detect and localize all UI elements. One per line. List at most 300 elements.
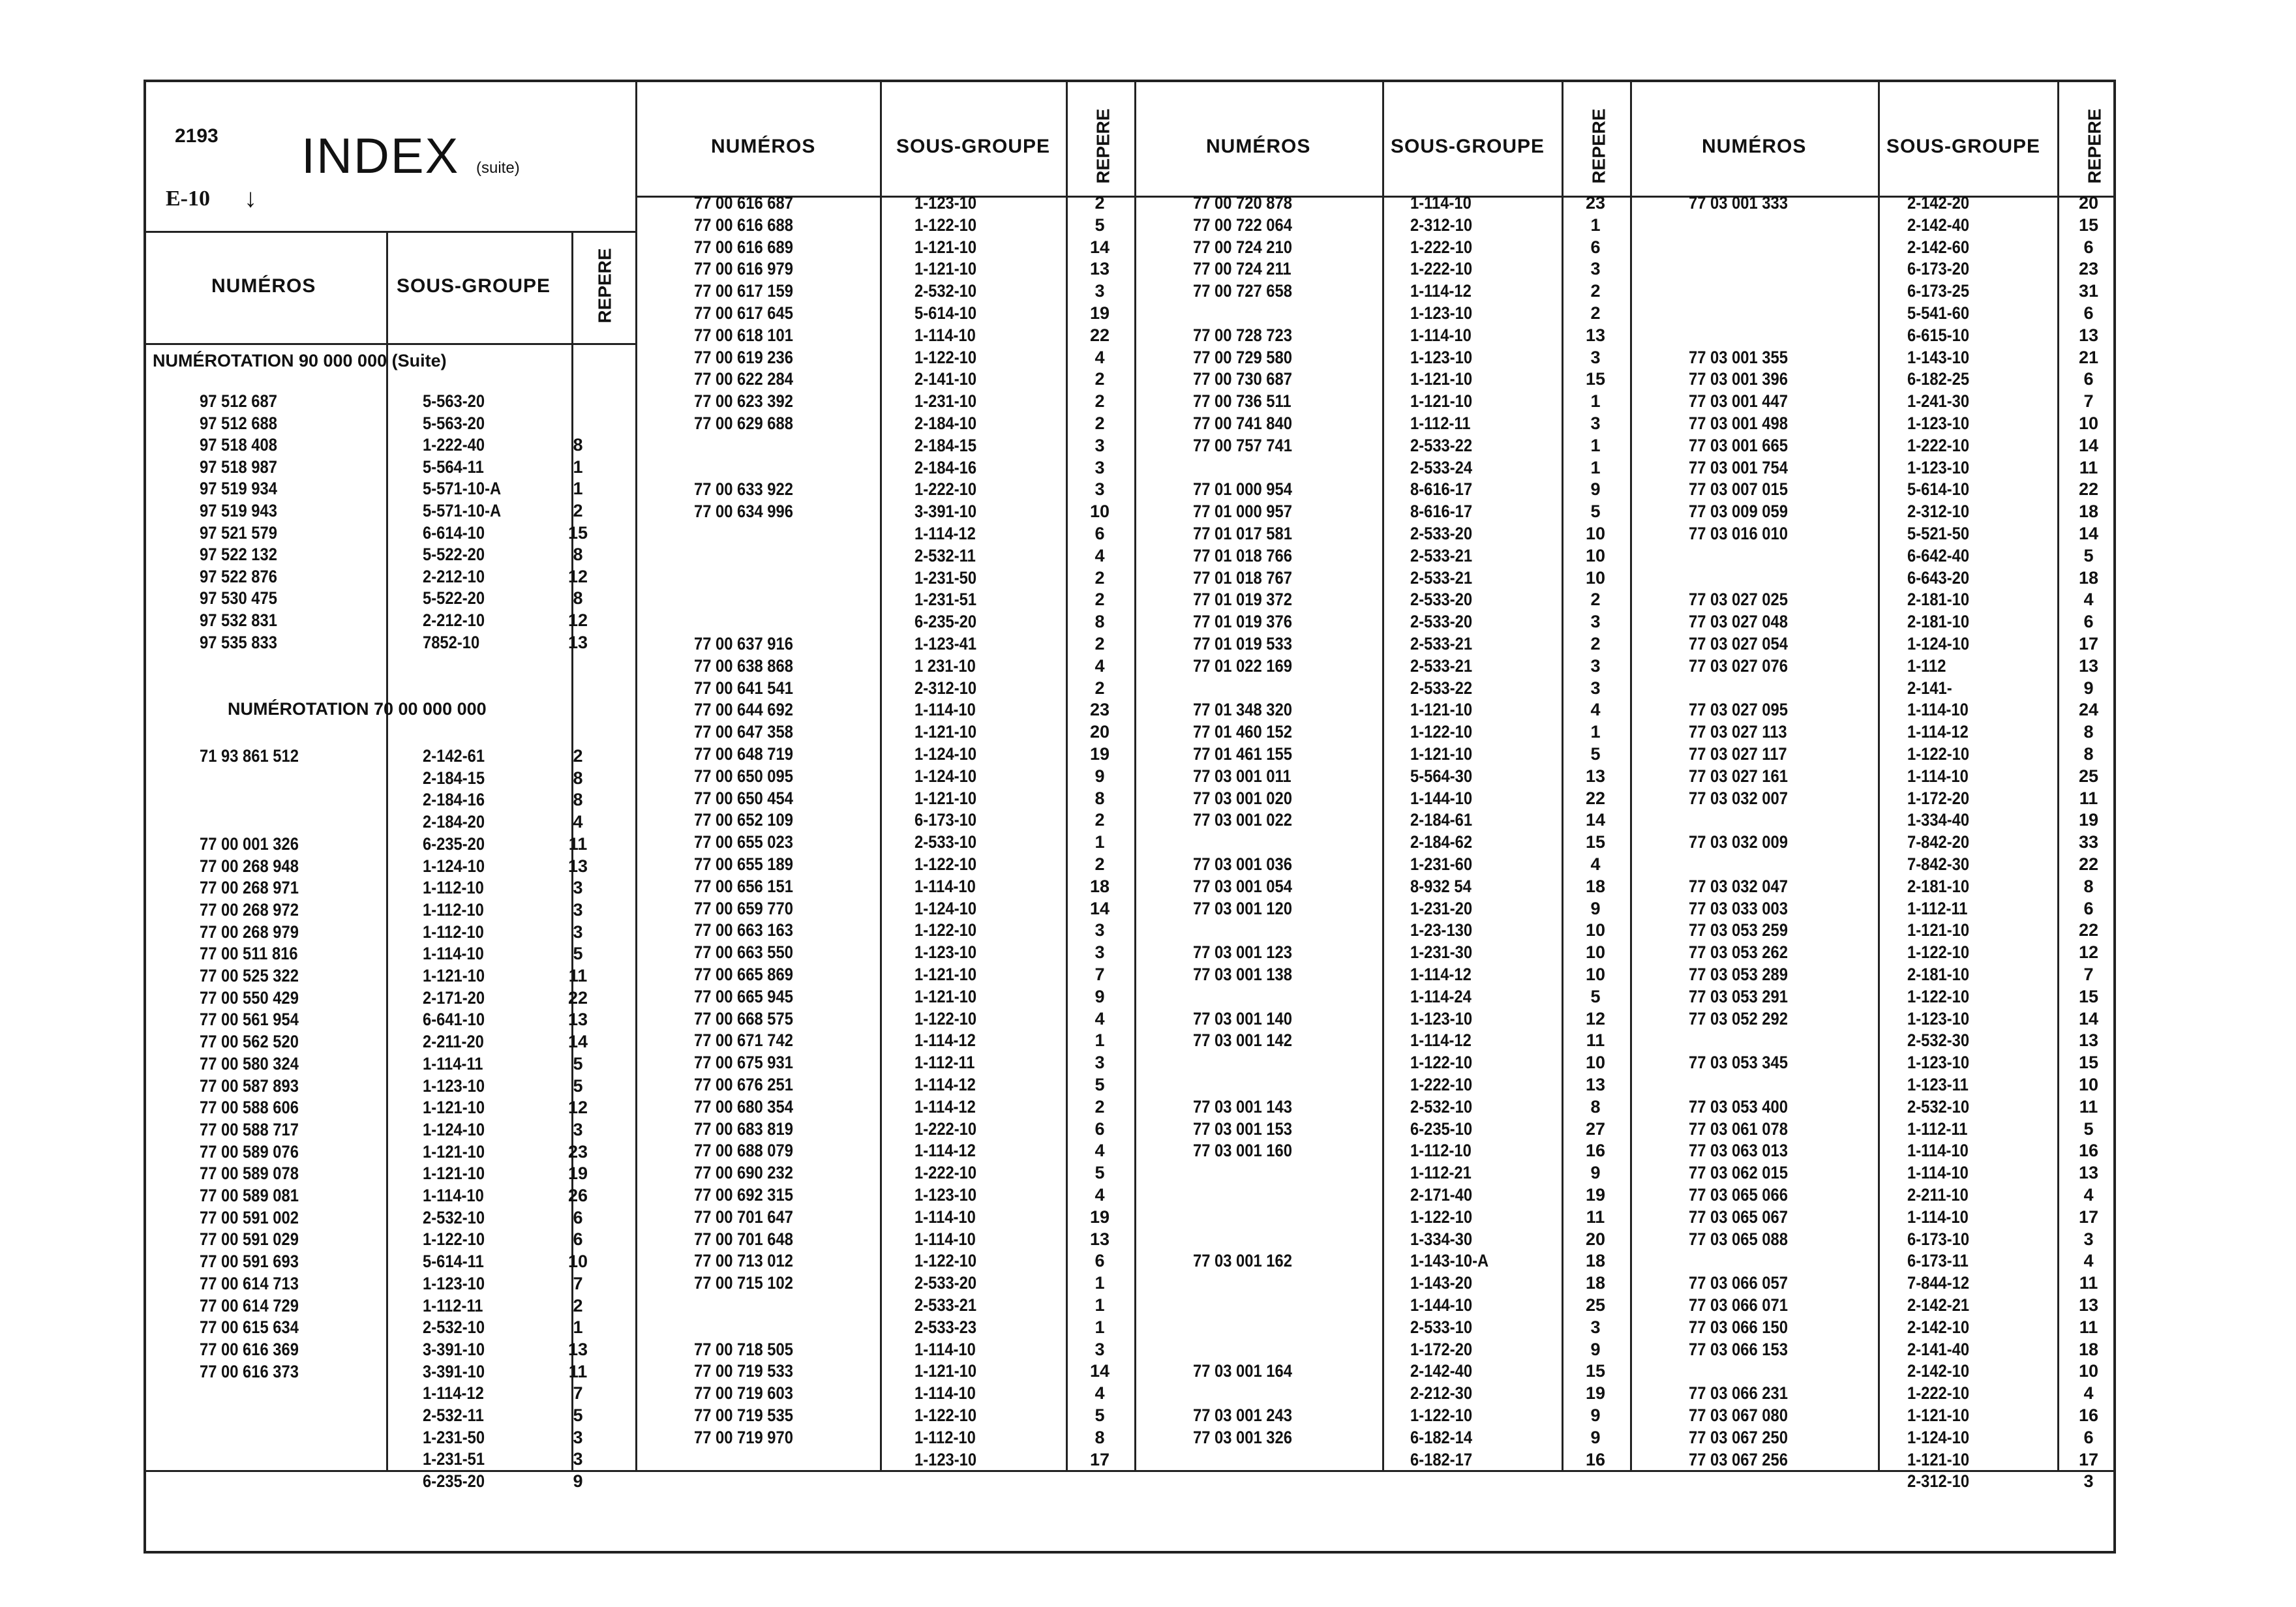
row-numero: 77 00 719 535 [694,1405,793,1425]
row-repere: 10 [1585,920,1606,940]
row-sous-groupe: 2-184-20 [423,812,485,832]
row-repere: 4 [2083,1251,2094,1271]
row-sous-groupe: 2-211-20 [423,1032,484,1052]
row-repere: 22 [1089,325,1110,345]
row-repere: 9 [1590,1163,1601,1183]
row-repere: 11 [2079,1096,2098,1117]
row-sous-groupe: 2-532-11 [914,545,976,565]
row-sous-groupe: 1-172-20 [1907,788,1970,808]
row-repere: 1 [1095,1030,1105,1051]
row-repere: 17 [2078,634,2099,653]
row-sous-groupe: 1-123-10 [914,1449,977,1469]
row-numero: 77 00 614 713 [200,1273,299,1293]
col-divider [1382,82,1384,1470]
row-repere: 12 [567,1098,588,1118]
row-numero: 77 03 001 022 [1193,810,1292,830]
row-repere: 10 [1585,545,1606,565]
row-sous-groupe: 1-122-10 [1410,1405,1473,1425]
row-sous-groupe: 3-391-10 [423,1339,485,1359]
row-sous-groupe: 1-124-10 [423,856,485,876]
row-repere: 22 [2078,920,2099,940]
row-repere: 3 [1095,281,1105,301]
row-numero: 77 00 719 603 [694,1383,793,1404]
row-sous-groupe: 1-122-10 [1410,1053,1473,1073]
row-sous-groupe: 7-842-30 [1907,854,1970,874]
row-numero: 77 03 001 138 [1193,965,1292,984]
row-sous-groupe: 2-533-21 [1410,634,1473,653]
row-numero: 77 01 018 766 [1193,545,1292,565]
row-numero: 77 03 067 080 [1689,1405,1788,1425]
row-sous-groupe: 1-114-10 [914,876,976,896]
row-numero: 77 00 663 550 [694,942,793,963]
row-sous-groupe: 2-141-10 [914,369,977,389]
row-sous-groupe: 1-231-20 [1410,898,1473,918]
row-sous-groupe: 1-123-10 [423,1273,485,1293]
row-repere: 5 [1590,744,1601,764]
row-repere: 6 [573,1207,583,1227]
row-numero: 77 00 637 916 [694,634,793,653]
row-sous-groupe: 1-112-11 [1410,413,1471,433]
row-sous-groupe: 1-123-11 [1907,1075,1969,1094]
row-sous-groupe: 1-121-10 [914,788,977,808]
left-header-rule [146,343,635,345]
row-repere: 9 [1590,1339,1601,1359]
row-sous-groupe: 6-182-17 [1410,1449,1473,1469]
row-sous-groupe: 1-112-10 [914,1427,976,1447]
row-numero: 77 03 001 123 [1193,942,1292,963]
row-numero: 77 00 683 819 [694,1119,793,1139]
row-repere: 21 [2078,347,2099,367]
row-repere: 7 [2083,391,2094,412]
row-numero: 77 00 268 971 [200,878,299,898]
row-sous-groupe: 2-533-22 [1410,678,1473,698]
row-sous-groupe: 2-532-10 [1410,1096,1473,1117]
row-numero: 77 03 052 292 [1689,1008,1788,1029]
row-sous-groupe: 1-122-10 [1907,942,1970,963]
row-numero: 77 00 616 979 [694,259,793,279]
row-sous-groupe: 6-173-25 [1907,281,1970,301]
row-sous-groupe: 1-114-10 [914,700,976,720]
row-numero: 77 03 032 009 [1689,832,1788,852]
row-repere: 8 [2083,876,2094,896]
row-repere: 3 [573,922,583,942]
row-sous-groupe: 2-312-10 [914,678,977,698]
row-repere: 7 [573,1273,583,1293]
row-repere: 18 [1089,876,1110,896]
row-sous-groupe: 2-184-16 [914,457,977,477]
row-repere: 13 [2078,325,2099,345]
row-repere: 17 [2078,1207,2099,1227]
row-numero: 77 01 348 320 [1193,700,1292,720]
row-sous-groupe: 1-114-12 [914,524,976,543]
row-numero: 77 03 032 047 [1689,876,1788,896]
row-numero: 77 03 027 025 [1689,590,1788,610]
row-numero: 77 03 065 088 [1689,1229,1788,1249]
row-sous-groupe: 6-235-20 [423,1471,485,1492]
row-sous-groupe: 1-114-12 [1907,722,1969,742]
row-sous-groupe: 1-114-10 [1907,1163,1969,1183]
row-sous-groupe: 1-231-51 [914,590,977,610]
row-sous-groupe: 1-143-10-A [1410,1251,1489,1271]
row-numero: 77 03 062 015 [1689,1163,1788,1183]
row-repere: 13 [2078,1295,2099,1315]
row-sous-groupe: 1-114-10 [1410,325,1472,345]
row-repere: 6 [1095,1119,1105,1139]
row-sous-groupe: 1-114-10 [1907,700,1969,720]
row-repere: 4 [1095,655,1105,676]
row-sous-groupe: 1-121-10 [423,1164,485,1184]
row-repere: 6 [573,1229,583,1250]
row-repere: 9 [1590,479,1601,500]
row-repere: 5 [573,1075,583,1096]
row-repere: 4 [1095,1008,1105,1029]
row-sous-groupe: 2-142-10 [1907,1361,1970,1381]
row-numero: 77 00 591 002 [200,1207,299,1227]
row-numero: 77 03 061 078 [1689,1119,1788,1139]
row-repere: 12 [2078,942,2099,963]
row-repere: 1 [1590,391,1601,412]
row-sous-groupe: 1-123-10 [1907,457,1970,477]
index-title: INDEX [301,128,460,184]
row-repere: 16 [2078,1405,2099,1425]
t3-header-numeros: NUMÉROS [1206,136,1311,157]
row-numero: 77 00 616 688 [694,215,793,235]
row-repere: 19 [2078,810,2099,830]
row-numero: 77 00 641 541 [694,678,793,698]
row-repere: 9 [2083,678,2094,698]
row-repere: 24 [2078,700,2099,720]
row-repere: 13 [567,856,588,876]
row-numero: 77 00 591 693 [200,1252,299,1272]
row-sous-groupe: 6-615-10 [1907,325,1970,345]
row-repere: 11 [1586,1030,1605,1051]
row-repere: 10 [1585,524,1606,543]
row-numero: 77 03 053 291 [1689,986,1788,1006]
row-sous-groupe: 2-533-23 [914,1317,977,1337]
row-sous-groupe: 1-121-10 [1907,1449,1970,1469]
row-numero: 77 03 001 754 [1689,457,1788,477]
row-sous-groupe: 1-123-10 [1907,1053,1970,1073]
row-repere: 5 [573,1405,583,1425]
row-numero: 77 03 001 164 [1193,1361,1292,1381]
row-repere: 3 [1590,655,1601,676]
row-numero: 97 518 408 [200,435,277,455]
row-numero: 77 03 001 665 [1689,435,1788,455]
row-repere: 26 [567,1186,588,1205]
row-sous-groupe: 6-173-20 [1907,259,1970,279]
row-repere: 3 [1095,920,1105,940]
left-header-rule [146,231,635,233]
row-repere: 7 [1095,965,1105,984]
row-repere: 8 [573,588,583,608]
row-repere: 13 [2078,1163,2099,1183]
row-numero: 77 00 634 996 [694,502,793,522]
row-repere: 13 [1585,766,1606,786]
row-numero: 77 00 268 979 [200,922,299,942]
row-repere: 1 [1095,1317,1105,1337]
row-numero: 77 00 618 101 [694,325,793,345]
row-sous-groupe: 1-112-10 [423,899,484,920]
row-repere: 19 [1585,1185,1606,1205]
row-repere: 2 [573,746,583,766]
row-sous-groupe: 2-171-20 [423,987,485,1008]
row-repere: 9 [1590,1427,1601,1447]
row-repere: 5 [573,1053,583,1074]
row-repere: 3 [573,1119,583,1139]
row-numero: 77 00 588 717 [200,1119,299,1139]
row-sous-groupe: 2-532-10 [423,1317,485,1338]
row-numero: 77 00 724 210 [1193,237,1292,257]
row-numero: 97 519 934 [200,479,277,499]
row-numero: 77 00 614 729 [200,1295,299,1315]
row-sous-groupe: 1-122-10 [1410,1207,1473,1227]
row-repere: 6 [2083,1427,2094,1447]
row-sous-groupe: 1-123-10 [914,942,977,963]
row-repere: 3 [1095,1053,1105,1073]
row-repere: 3 [1590,413,1601,433]
row-repere: 5 [1095,1163,1105,1183]
row-repere: 6 [1590,237,1601,257]
row-repere: 2 [573,501,583,520]
row-numero: 77 03 027 117 [1689,744,1787,764]
row-sous-groupe: 2-141-40 [1907,1339,1970,1359]
row-sous-groupe: 6-641-10 [423,1010,485,1030]
col-divider [1066,82,1068,1470]
row-repere: 8 [573,790,583,810]
row-sous-groupe: 1-231-30 [1410,942,1473,963]
row-repere: 4 [573,812,583,832]
row-numero: 77 03 065 066 [1689,1185,1788,1205]
row-repere: 4 [1590,700,1601,720]
row-repere: 3 [1590,347,1601,367]
row-sous-groupe: 2-141- [1907,678,1952,698]
row-sous-groupe: 1-222-10 [914,479,977,500]
row-sous-groupe: 2-212-10 [423,610,485,630]
row-numero: 77 03 027 161 [1689,766,1788,786]
row-numero: 77 00 719 533 [694,1361,793,1381]
t3-header-sous-groupe: SOUS-GROUPE [1391,136,1545,157]
row-numero: 77 00 729 580 [1193,347,1292,367]
row-repere: 10 [2078,413,2099,433]
row-sous-groupe: 5-571-10-A [423,479,502,499]
row-sous-groupe: 2-533-21 [914,1295,977,1315]
left-header-sous-groupe: SOUS-GROUPE [397,275,551,297]
row-repere: 2 [1095,634,1105,653]
row-sous-groupe: 6-642-40 [1907,545,1970,565]
row-repere: 3 [1590,612,1601,632]
col-divider [1134,82,1136,1470]
row-sous-groupe: 2-184-61 [1410,810,1473,830]
index-title-suffix: (suite) [476,159,520,177]
row-repere: 9 [1095,766,1105,786]
row-repere: 3 [2083,1229,2094,1249]
row-numero: 77 00 656 151 [694,876,793,896]
row-numero: 77 00 511 816 [200,944,298,964]
row-repere: 14 [2078,524,2099,543]
row-sous-groupe: 1-121-10 [1907,920,1970,940]
row-numero: 77 03 067 250 [1689,1427,1788,1447]
row-numero: 77 00 675 931 [694,1053,793,1073]
row-numero: 77 00 665 945 [694,986,793,1006]
row-numero: 77 00 690 232 [694,1163,793,1183]
t4-header-sous-groupe: SOUS-GROUPE [1886,136,2041,157]
row-sous-groupe: 7852-10 [423,632,480,652]
row-repere: 14 [1089,237,1110,257]
row-repere: 11 [2079,1317,2098,1337]
row-repere: 11 [568,834,588,854]
row-repere: 19 [1585,1383,1606,1404]
left-header-numeros: NUMÉROS [211,275,316,297]
row-repere: 5 [1095,1075,1105,1094]
row-sous-groupe: 1-121-10 [914,259,977,279]
row-sous-groupe: 1-124-10 [914,766,977,786]
row-repere: 7 [2083,965,2094,984]
row-numero: 77 00 647 358 [694,722,793,742]
row-numero: 77 01 019 372 [1193,590,1292,610]
row-numero: 77 00 589 078 [200,1164,299,1184]
row-repere: 23 [1585,193,1606,213]
row-numero: 77 00 665 869 [694,965,793,984]
row-numero: 77 03 032 007 [1689,788,1788,808]
row-sous-groupe: 6-173-10 [1907,1229,1970,1249]
row-repere: 14 [1585,810,1606,830]
row-numero: 77 00 650 454 [694,788,793,808]
row-sous-groupe: 1-114-10 [1410,193,1472,213]
row-sous-groupe: 1-144-10 [1410,1295,1473,1315]
row-sous-groupe: 1-144-10 [1410,788,1473,808]
row-sous-groupe: 1-121-10 [1907,1405,1970,1425]
row-sous-groupe: 2-142-61 [423,746,485,766]
row-numero: 77 03 001 011 [1193,766,1292,786]
row-repere: 2 [1095,590,1105,610]
row-sous-groupe: 2-533-20 [914,1273,977,1293]
row-repere: 22 [2078,854,2099,874]
row-numero: 77 00 650 095 [694,766,793,786]
row-repere: 18 [2078,502,2099,522]
row-sous-groupe: 1-123-10 [914,193,977,213]
row-repere: 11 [2079,788,2098,808]
row-sous-groupe: 2-312-10 [1907,1471,1970,1492]
row-numero: 77 03 027 095 [1689,700,1788,720]
row-sous-groupe: 6-235-20 [914,612,977,632]
row-repere: 6 [2083,898,2094,918]
row-numero: 77 01 019 533 [1193,634,1292,653]
row-sous-groupe: 1-123-10 [1907,1008,1970,1029]
down-arrow-icon: ↓ [244,184,257,213]
row-sous-groupe: 1-222-40 [423,435,485,455]
row-repere: 3 [573,878,583,898]
row-repere: 1 [573,1317,583,1338]
row-sous-groupe: 2-532-10 [914,281,977,301]
row-numero: 77 00 268 948 [200,856,299,876]
row-repere: 4 [1095,1383,1105,1404]
row-numero: 77 03 001 140 [1193,1008,1292,1029]
row-repere: 15 [567,522,588,543]
row-repere: 4 [1095,545,1105,565]
row-numero: 77 03 027 048 [1689,612,1788,632]
row-sous-groupe: 1-122-10 [1410,722,1473,742]
row-sous-groupe: 1-114-10 [914,1383,976,1404]
row-sous-groupe: 1-114-12 [423,1383,484,1404]
row-sous-groupe: 1-222-10 [1410,1075,1473,1094]
row-repere: 3 [2083,1471,2094,1492]
row-numero: 97 521 579 [200,522,277,543]
row-repere: 3 [1095,1339,1105,1359]
row-numero: 77 03 001 326 [1193,1427,1292,1447]
row-repere: 20 [1089,722,1110,742]
row-numero: 77 00 713 012 [694,1251,793,1271]
row-sous-groupe: 1-241-30 [1907,391,1970,412]
row-repere: 16 [1585,1449,1606,1469]
row-repere: 2 [1095,193,1105,213]
row-repere: 2 [1095,854,1105,874]
row-repere: 16 [1585,1141,1606,1161]
row-sous-groupe: 1-124-10 [1907,1427,1970,1447]
row-numero: 77 00 668 575 [694,1008,793,1029]
row-repere: 13 [1089,1229,1110,1249]
row-sous-groupe: 1-122-10 [914,854,977,874]
row-sous-groupe: 2-211-10 [1907,1185,1969,1205]
row-repere: 17 [2078,1449,2099,1469]
row-numero: 77 03 001 498 [1689,413,1788,433]
row-numero: 77 00 655 189 [694,854,793,874]
row-numero: 77 03 001 054 [1193,876,1292,896]
row-numero: 77 00 652 109 [694,810,793,830]
row-repere: 23 [1089,700,1110,720]
row-sous-groupe: 1-231-50 [423,1427,485,1447]
row-numero: 77 00 550 429 [200,987,299,1008]
row-numero: 97 518 987 [200,457,277,477]
row-numero: 77 00 561 954 [200,1010,299,1030]
row-sous-groupe: 1-124-10 [423,1119,485,1139]
row-numero: 77 01 019 376 [1193,612,1292,632]
row-sous-groupe: 6-182-25 [1907,369,1970,389]
row-sous-groupe: 6-182-14 [1410,1427,1473,1447]
col-divider [880,82,882,1470]
row-repere: 11 [2079,1273,2098,1293]
row-sous-groupe: 1-122-10 [914,920,977,940]
row-numero: 77 03 053 259 [1689,920,1788,940]
row-repere: 8 [1590,1096,1601,1117]
row-repere: 5 [1095,215,1105,235]
row-sous-groupe: 2-532-10 [1907,1096,1970,1117]
row-numero: 77 00 587 893 [200,1075,299,1096]
t2-header-numeros: NUMÉROS [711,136,816,157]
row-numero: 77 01 000 957 [1193,502,1292,522]
row-repere: 25 [2078,766,2099,786]
row-sous-groupe: 1-334-40 [1907,810,1970,830]
row-repere: 9 [573,1471,583,1492]
row-numero: 77 03 027 113 [1689,722,1787,742]
row-numero: 77 00 719 970 [694,1427,793,1447]
row-repere: 4 [1590,854,1601,874]
row-sous-groupe: 1-121-10 [914,965,977,984]
row-sous-groupe: 1-231-10 [914,391,977,412]
row-repere: 4 [2083,1383,2094,1404]
row-numero: 77 00 616 373 [200,1361,299,1381]
row-numero: 77 03 053 262 [1689,942,1788,963]
row-numero: 77 03 001 355 [1689,347,1788,367]
row-sous-groupe: 5-564-30 [1410,766,1473,786]
row-sous-groupe: 1-124-10 [914,744,977,764]
row-sous-groupe: 1-122-10 [914,1008,977,1029]
row-sous-groupe: 1-112-11 [1907,898,1968,918]
row-sous-groupe: 1-172-20 [1410,1339,1473,1359]
row-numero: 77 03 001 020 [1193,788,1292,808]
row-numero: 77 03 033 003 [1689,898,1788,918]
row-sous-groupe: 1-112-11 [1907,1119,1968,1139]
col-divider [1562,82,1563,1470]
